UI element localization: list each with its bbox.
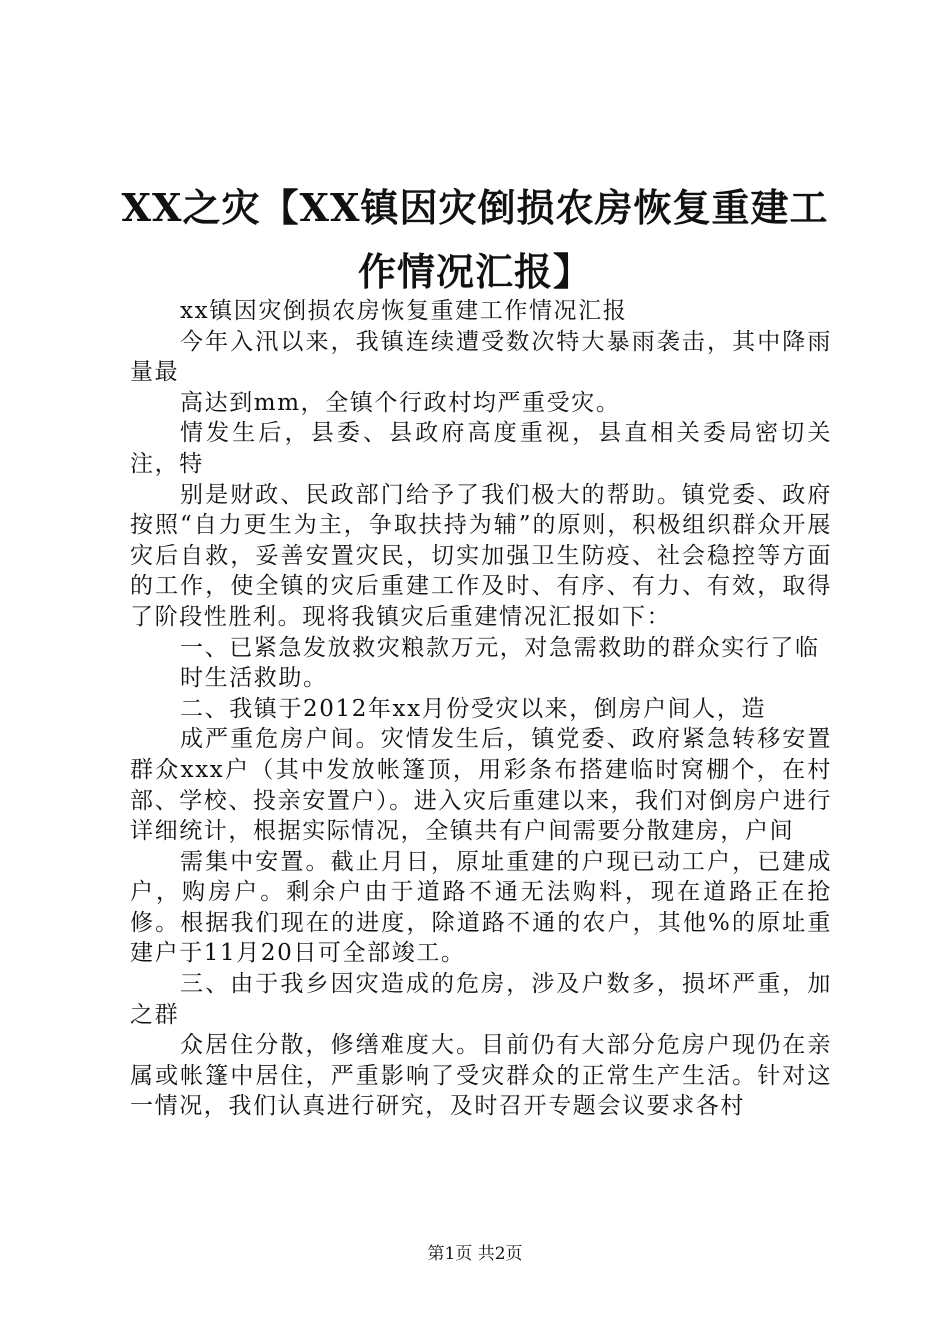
paragraph: 今年入汛以来，我镇连续遭受数次特大暴雨袭击，其中降雨量最 [130,328,832,386]
document-body [130,296,832,1122]
paragraph: 情发生后，县委、县政府高度重视，县直相关委局密切关注，特 [130,420,832,477]
paragraph-heading: xx镇因灾倒损农房恢复重建工作情况汇报 [180,298,628,324]
page-footer: 第1页 共2页 [427,1244,523,1264]
paragraph: 时生活救助。 [180,665,328,692]
paragraph: 高达到mm，全镇个行政村均严重受灾。 [180,389,621,416]
paragraph: 三、由于我乡因灾造成的危房，涉及户数多，损坏严重，加之群 [130,971,832,1028]
paragraph: 众居住分散，修缮难度大。目前仍有大部分危房户现仍在亲属或帐篷中居住，严重影响了受灾群众的正常生产生活。针对这一情况，我们认真进行研究，及时召开专题会议要求各村 [130,1032,832,1120]
paragraph: 成严重危房户间。灾情发生后，镇党委、政府紧急转移安置群众xxx户（其中发放帐篷顶，用彩条布搭建临时窝棚个，在村部、学校、投亲安置户）。进入灾后重建以来，我们对倒房户进行详细统计，根据实际情况，全镇共有户间需要分散建房，户间 [130,726,832,845]
paragraph: 别是财政、民政部门给予了我们极大的帮助。镇党委、政府按照“自力更生为主，争取扶持为辅”的原则，积极组织群众开展灾后自救，妥善安置灾民，切实加强卫生防疫、社会稳控等方面的工作，使全镇的灾后重建工作及时、有序、有力、有效，取得了阶段性胜利。现将我镇灾后重建情况汇报如下： [130,481,832,630]
paragraph: 需集中安置。截止月日，原址重建的户现已动工户，已建成户，购房户。剩余户由于道路不通无法购料，现在道路正在抢修。根据我们现在的进度，除道路不通的农户，其他%的原址重建户于11月20日可全部竣工。 [130,848,832,967]
document-title: XX之灾【XX镇因灾倒损农房恢复重建工作情况汇报】 [121,185,829,294]
paragraph: 一、已紧急发放救灾粮款万元，对急需救助的群众实行了临 [180,634,820,661]
paragraph: 二、我镇于2012年xx月份受灾以来，倒房户间人，造 [180,695,767,722]
